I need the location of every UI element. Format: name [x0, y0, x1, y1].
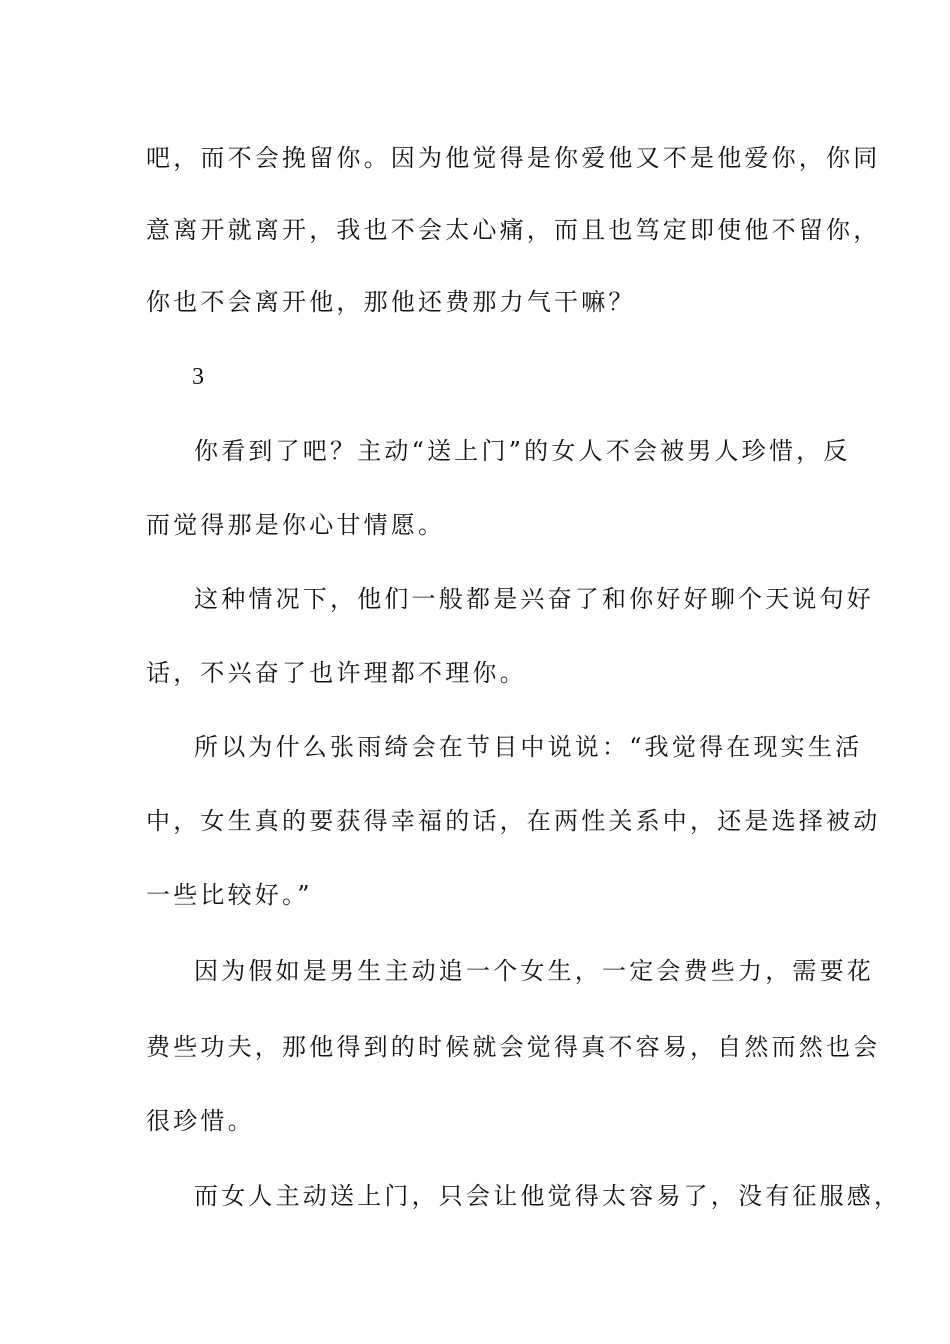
- text-line-11: 一些比较好。”: [146, 881, 313, 909]
- text-line-3: 你也不会离开他，那他还费那力气干嘛？: [146, 288, 636, 316]
- text-line-5: 你看到了吧？主动“送上门”的女人不会被男人珍惜，反: [194, 437, 851, 465]
- text-line-7: 这种情况下，他们一般都是兴奋了和你好好聊个天说句好: [194, 585, 874, 613]
- section-number: 3: [192, 364, 204, 390]
- text-line-13: 费些功夫，那他得到的时候就会觉得真不容易，自然而然也会: [146, 1033, 881, 1061]
- text-line-9: 所以为什么张雨绮会在节目中说说：“我觉得在现实生活: [194, 733, 863, 761]
- text-line-10: 中，女生真的要获得幸福的话，在两性关系中，还是选择被动: [146, 807, 881, 835]
- text-line-6: 而觉得那是你心甘情愿。: [146, 511, 446, 539]
- text-line-12: 因为假如是男生主动追一个女生，一定会费些力，需要花: [194, 957, 874, 985]
- text-line-15: 而女人主动送上门，只会让他觉得太容易了，没有征服感，: [194, 1182, 902, 1210]
- text-line-1: 吧，而不会挽留你。因为他觉得是你爱他又不是他爱你，你同: [146, 144, 881, 172]
- text-line-8: 话，不兴奋了也许理都不理你。: [146, 659, 527, 687]
- text-line-14: 很珍惜。: [146, 1107, 255, 1135]
- text-line-2: 意离开就离开，我也不会太心痛，而且也笃定即使他不留你，: [146, 216, 881, 244]
